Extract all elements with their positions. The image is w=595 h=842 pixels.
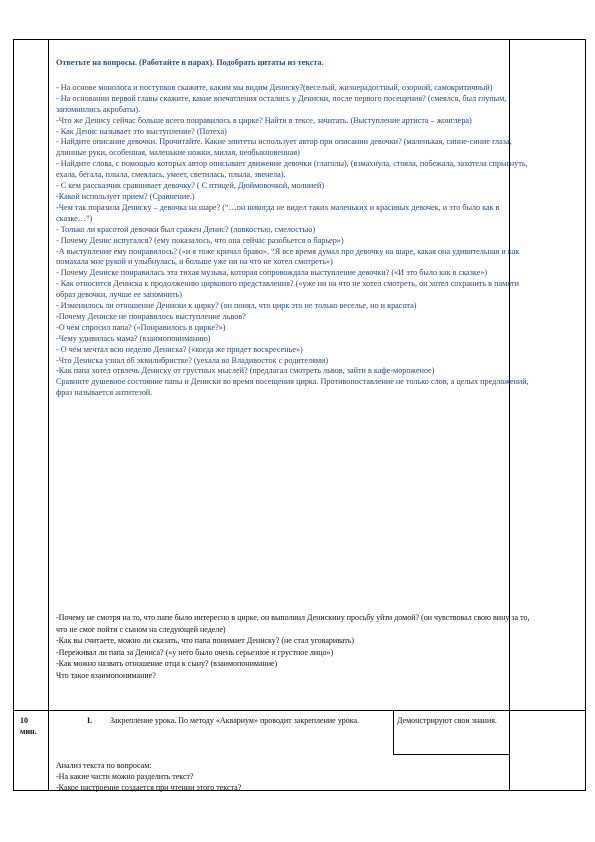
table-col-divider-1 [48, 39, 49, 791]
closing-line: -Почему не смотря на то, что папе было интересно в цирке, он выполнил Денискину просьбу уйти домой? (он чувствовал свою вину за то, что не смог пойти с сыном на следующей неделе) [56, 613, 530, 634]
stage-number: I. [87, 716, 93, 725]
student-activity: Демонстрируют свои знания. [397, 716, 497, 725]
closing-line: Что такое взаимопонимание? [56, 670, 156, 680]
question-line: Сравните душевное состояние папы и Дениски во время посещения цирка. Противопоставление не только слов, а целых предложений, фраз называется антитезой. [56, 377, 529, 398]
question-line: - Почему Денис испугался? (ему показалось, что она сейчас разобьется о барьер») [56, 235, 344, 245]
question-line: - На основе монолога и поступков скажите, каким мы видим Дениску?(веселый, жизнерадостный, озорной, самокритичный) [56, 82, 493, 92]
questions-block [56, 58, 531, 399]
question-line: - Почему Дениске понравилась эта тихая музыка, которая сопровождала выступление девочки? («И это было как в сказке») [56, 268, 488, 278]
table-top-border [13, 39, 586, 40]
task-title: Ответьте на вопросы. (Работайте в парах). Подобрать цитаты из текста. [56, 58, 324, 67]
analysis-heading: Анализ текста по вопросам: [56, 761, 152, 770]
table-right-border [585, 39, 586, 791]
question-line: - О чём мечтал всю неделю Дениска? («когда же придет воскресенье») [56, 344, 303, 354]
table-row-divider [13, 710, 586, 711]
table-col-divider-stage [393, 710, 394, 754]
question-line: - Как Денис называет это выступление? (Потеха) [56, 126, 227, 136]
question-line: -Чем так поразила Дениску – девочка на шаре? (“…он никогда не видел таких маленьких и красивых девочек, и это было как в сказке…”) [56, 202, 500, 223]
time-cell [20, 715, 46, 737]
question-line: -О чём спросил папа? («Понравилось в цирке?») [56, 322, 226, 332]
analysis-question: -На какие части можно разделить текст? [56, 772, 194, 781]
question-line: -Как папа хотел отвлечь Дениску от грустных мыслей? (предлагал смотреть львов, зайти в кафе-мороженое) [56, 366, 435, 376]
analysis-block [56, 760, 386, 793]
question-line: - С кем рассказчик сравнивает девочку? ( С птицей, Дюймовочкой, молнией) [56, 181, 325, 191]
table-subrow-divider [393, 754, 509, 755]
closing-line: -Как вы считаете, можно ли сказать, что папа понимает Дениску? (не стал уговаривать) [56, 636, 355, 645]
closing-line: -Переживал ли папа за Дениса? («у него было очень серьезное и грустное лицо») [56, 647, 334, 657]
closing-questions [56, 612, 531, 681]
question-line: - Как относится Дениска к продолжению циркового представления? («уже ни на что не хотел смотреть, он хотел сохранить в памяти образ девочки, лучше ее запомнить) [56, 279, 519, 300]
question-line: - Найдите слова, с помощью которых автор описывает движение девочки (глаголы), (взмахнула, стояла, побежала, захотела спрыгнуть, ехала, бегала, плыла, смеялась, умеет, светилась, плыла, звенела). [56, 159, 528, 180]
question-line: -А выступление ему понравилось? («и я тоже кричал браво», “Я все время думал про девочку на шаре, какая она удивительная и как помахала мне рукой и улыбнулась, и больше уже ни на что не хотел смотреть») [56, 246, 520, 267]
question-line: - Изменилось ли отношение Дениски к цирку? (он понял, что цирк это не только веселье, но и красота) [56, 301, 417, 311]
question-line: -Чему удивилась мама? (взаимопониманию) [56, 333, 211, 343]
time-value: 10 [20, 716, 28, 725]
closing-line: -Как можно назвать отношение отца к сыну? (взаимопонимание) [56, 659, 278, 668]
table-left-border [13, 39, 14, 791]
question-line: - Только ли красотой девочки был сражен Денис? (ловкостью, смелостью) [56, 224, 316, 234]
question-line: -Что же Денису сейчас больше всего понравилось в цирке? Найти в тексе, зачитать. (Выступление артиста – жонглера) [56, 115, 472, 125]
question-line: - Найдите описание девочки. Прочитайте. Какие эпитеты использует автор при описании девочки? (маленькая, синне-синие глаза, длинные руки, особенная, маленькие ножки, милая, необыкновенная) [56, 137, 512, 158]
question-line: -Почему Дениске не понравилось выступление львов? [56, 311, 246, 321]
question-line: -Какой использует прием? (Сравнение.) [56, 191, 195, 201]
stage-title: Закрепление урока. По методу «Аквариум» проводит закрепление урока. [110, 716, 360, 725]
question-line: -Что Дениска узнал об эквилибристке? (уехала во Владивосток с родителями) [56, 355, 329, 365]
time-unit: мин. [20, 727, 37, 736]
analysis-question: -Какое настроение создается при чтении этого текста? [56, 783, 242, 792]
question-line: - На основании первой главы скажите, какие впечатления остались у Дениски, после первого посещения? (смеялся, был глупым, запомнились акробаты). [56, 93, 507, 114]
